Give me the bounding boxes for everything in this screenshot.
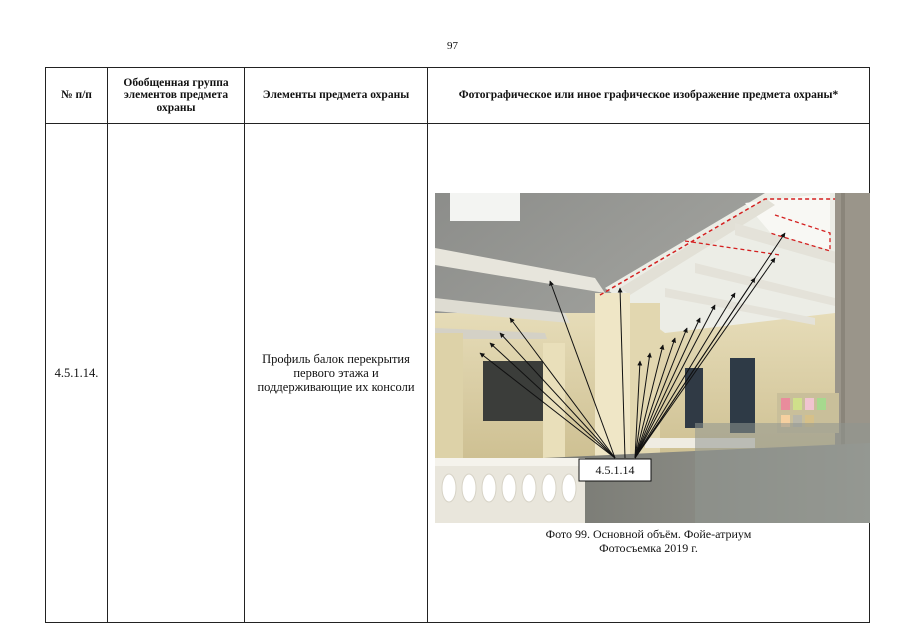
foyer-atrium-photo xyxy=(435,193,870,523)
row-photo-cell xyxy=(428,124,870,623)
table-header-row xyxy=(46,68,870,124)
row-group xyxy=(108,124,245,623)
header-image: Фотографическое или иное графическое изображение предмета охраны* xyxy=(428,68,870,124)
row-elements: Профиль балок перекрытия первого этажа и поддерживающие их консоли xyxy=(245,124,428,623)
row-num: 4.5.1.14. xyxy=(46,124,108,623)
header-elements: Элементы предмета охраны xyxy=(245,68,428,124)
caption-line2: Фотосъемка 2019 г. xyxy=(599,541,698,555)
header-group: Обобщенная группа элементов предмета охраны xyxy=(108,68,245,124)
photo-illustration xyxy=(435,193,870,523)
caption-line1: Фото 99. Основной объём. Фойе-атриум xyxy=(545,527,752,541)
table-row xyxy=(46,124,870,623)
photo-label: 4.5.1.14 xyxy=(595,463,635,477)
photo-caption xyxy=(431,527,866,555)
protection-table xyxy=(45,67,870,623)
page-number: 97 xyxy=(447,40,458,52)
header-num: № п/п xyxy=(46,68,108,124)
